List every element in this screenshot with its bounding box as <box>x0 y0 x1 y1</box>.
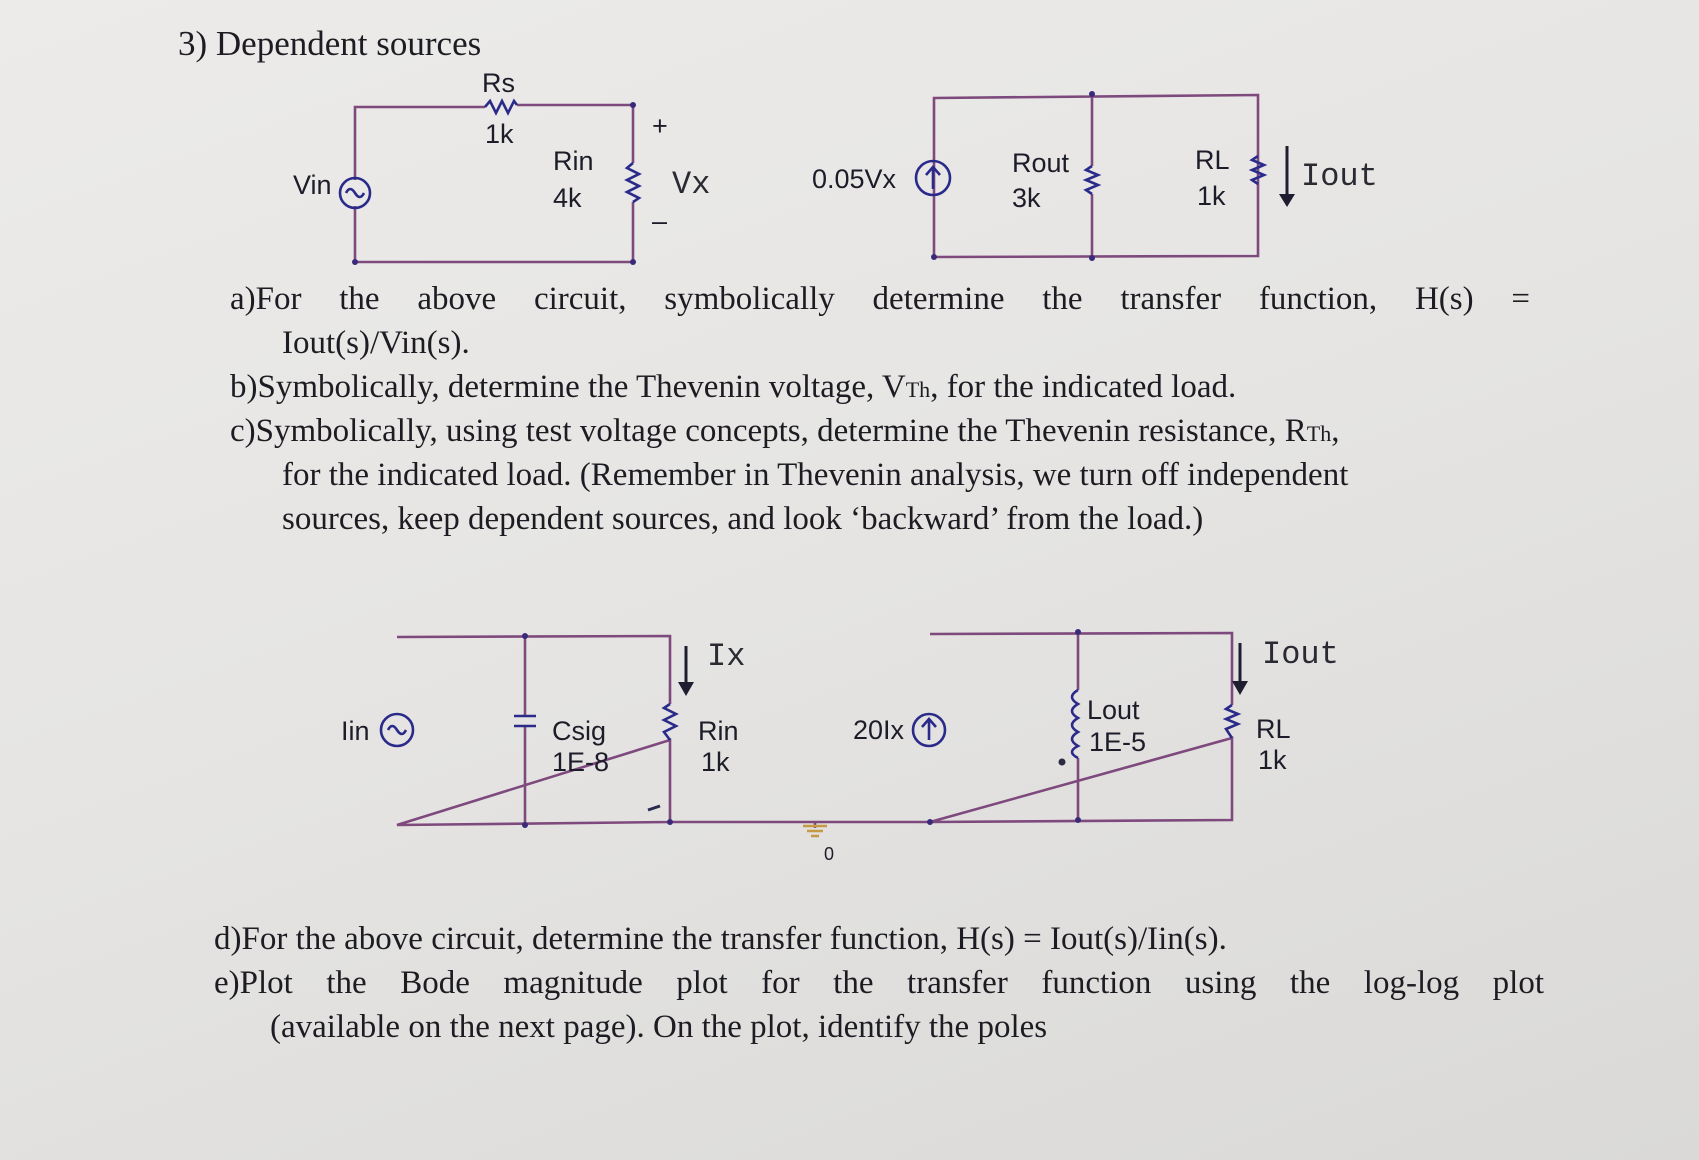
rin2-value-label: 1k <box>701 747 730 777</box>
rout-resistor-symbol <box>1086 166 1098 194</box>
ac-wave-icon <box>388 726 406 734</box>
minus-tick-mark <box>648 806 660 810</box>
dep-source-label: 0.05Vx <box>812 164 897 194</box>
question-e-line1: e)Plot the Bode magnitude plot for the transfer function using the log-log plot <box>214 965 1544 1001</box>
rout-value-label: 3k <box>1012 183 1041 213</box>
rin-name-label: Rin <box>553 146 594 176</box>
question-b <box>230 366 1236 411</box>
node-dot <box>1089 91 1095 97</box>
node-dot <box>522 633 528 639</box>
csig-capacitor-symbol <box>514 716 536 726</box>
rl2-name-label: RL <box>1256 714 1291 744</box>
question-a-line1: a)For the above circuit, symbolically determine the transfer function, H(s) = <box>230 281 1530 317</box>
rin-value-label: 4k <box>553 183 582 213</box>
rl-value-label: 1k <box>1197 181 1226 211</box>
question-c-line2: for the indicated load. (Remember in Thevenin analysis, we turn off independent <box>282 457 1349 493</box>
question-c-subscript: Th <box>1306 421 1332 446</box>
lout-inductor-symbol <box>1072 690 1078 758</box>
iout-label: Iout <box>1301 158 1378 195</box>
node-dot <box>630 102 636 108</box>
node-dot <box>1089 255 1095 261</box>
vx-label: Vx <box>672 166 711 203</box>
node-dot <box>352 259 358 265</box>
circuit-1 <box>293 68 1378 265</box>
rin-resistor-symbol <box>627 163 639 202</box>
rl-name-label: RL <box>1195 145 1230 175</box>
iin-label: Iin <box>341 716 370 746</box>
csig-value-label: 1E-8 <box>552 747 610 777</box>
question-c-line3: sources, keep dependent sources, and look ‘backward’ from the load.) <box>282 501 1204 537</box>
node-dot <box>522 822 528 828</box>
rs-name-label: Rs <box>482 68 515 98</box>
circuit-2 <box>341 629 1339 864</box>
rl-resistor-symbol <box>1226 705 1238 738</box>
lout-value-label: 1E-5 <box>1089 727 1147 757</box>
lout-name-label: Lout <box>1087 695 1140 725</box>
ix-arrowhead-icon <box>678 682 694 696</box>
question-c-post: , <box>1331 413 1340 449</box>
question-e-line2: (available on the next page). On the plot, identify the poles <box>270 1009 1048 1045</box>
ac-wave-icon <box>346 189 364 197</box>
rout-name-label: Rout <box>1012 148 1070 178</box>
question-d: d)For the above circuit, determine the transfer function, H(s) = Iout(s)/Iin(s). <box>214 921 1227 957</box>
csig-name-label: Csig <box>552 716 607 746</box>
c2-wire-right-loop <box>930 632 1232 822</box>
rin2-name-label: Rin <box>698 716 739 746</box>
arrow-up-icon <box>926 167 940 189</box>
rin-resistor-symbol <box>664 704 676 740</box>
problem-title: 3) Dependent sources <box>178 24 482 63</box>
vin-label: Vin <box>293 170 332 200</box>
question-b-subscript: Th <box>905 377 931 402</box>
iout-arrowhead-icon <box>1232 681 1248 695</box>
node-dot <box>1075 629 1081 635</box>
arrow-up-icon <box>922 719 936 740</box>
c2-wire-left-loop <box>397 636 670 825</box>
iout2-label: Iout <box>1262 636 1339 673</box>
node-dot <box>630 259 636 265</box>
question-a-line2: Iout(s)/Vin(s). <box>282 325 470 361</box>
question-b-pre: b)Symbolically, determine the Thevenin voltage, V <box>230 369 906 405</box>
node-dot <box>931 254 937 260</box>
ix-label: Ix <box>707 638 746 675</box>
node-dot <box>927 819 933 825</box>
vx-minus-label: – <box>652 206 668 236</box>
node-dot <box>667 819 673 825</box>
iout-arrowhead-icon <box>1279 194 1295 207</box>
dep-source2-label: 20Ix <box>853 715 905 745</box>
rl2-value-label: 1k <box>1258 745 1287 775</box>
question-c-pre: c)Symbolically, using test voltage concepts, determine the Thevenin resistance, R <box>230 413 1307 449</box>
inductor-polarity-dot <box>1059 759 1066 766</box>
ground-node-label: 0 <box>824 844 835 864</box>
node-dot <box>1075 817 1081 823</box>
vx-plus-label: + <box>652 111 668 141</box>
c2-wire-ground <box>670 822 930 828</box>
rs-resistor-symbol <box>485 101 517 113</box>
rs-value-label: 1k <box>485 119 514 149</box>
question-c <box>230 410 1340 455</box>
question-b-post: , for the indicated load. <box>930 369 1237 405</box>
